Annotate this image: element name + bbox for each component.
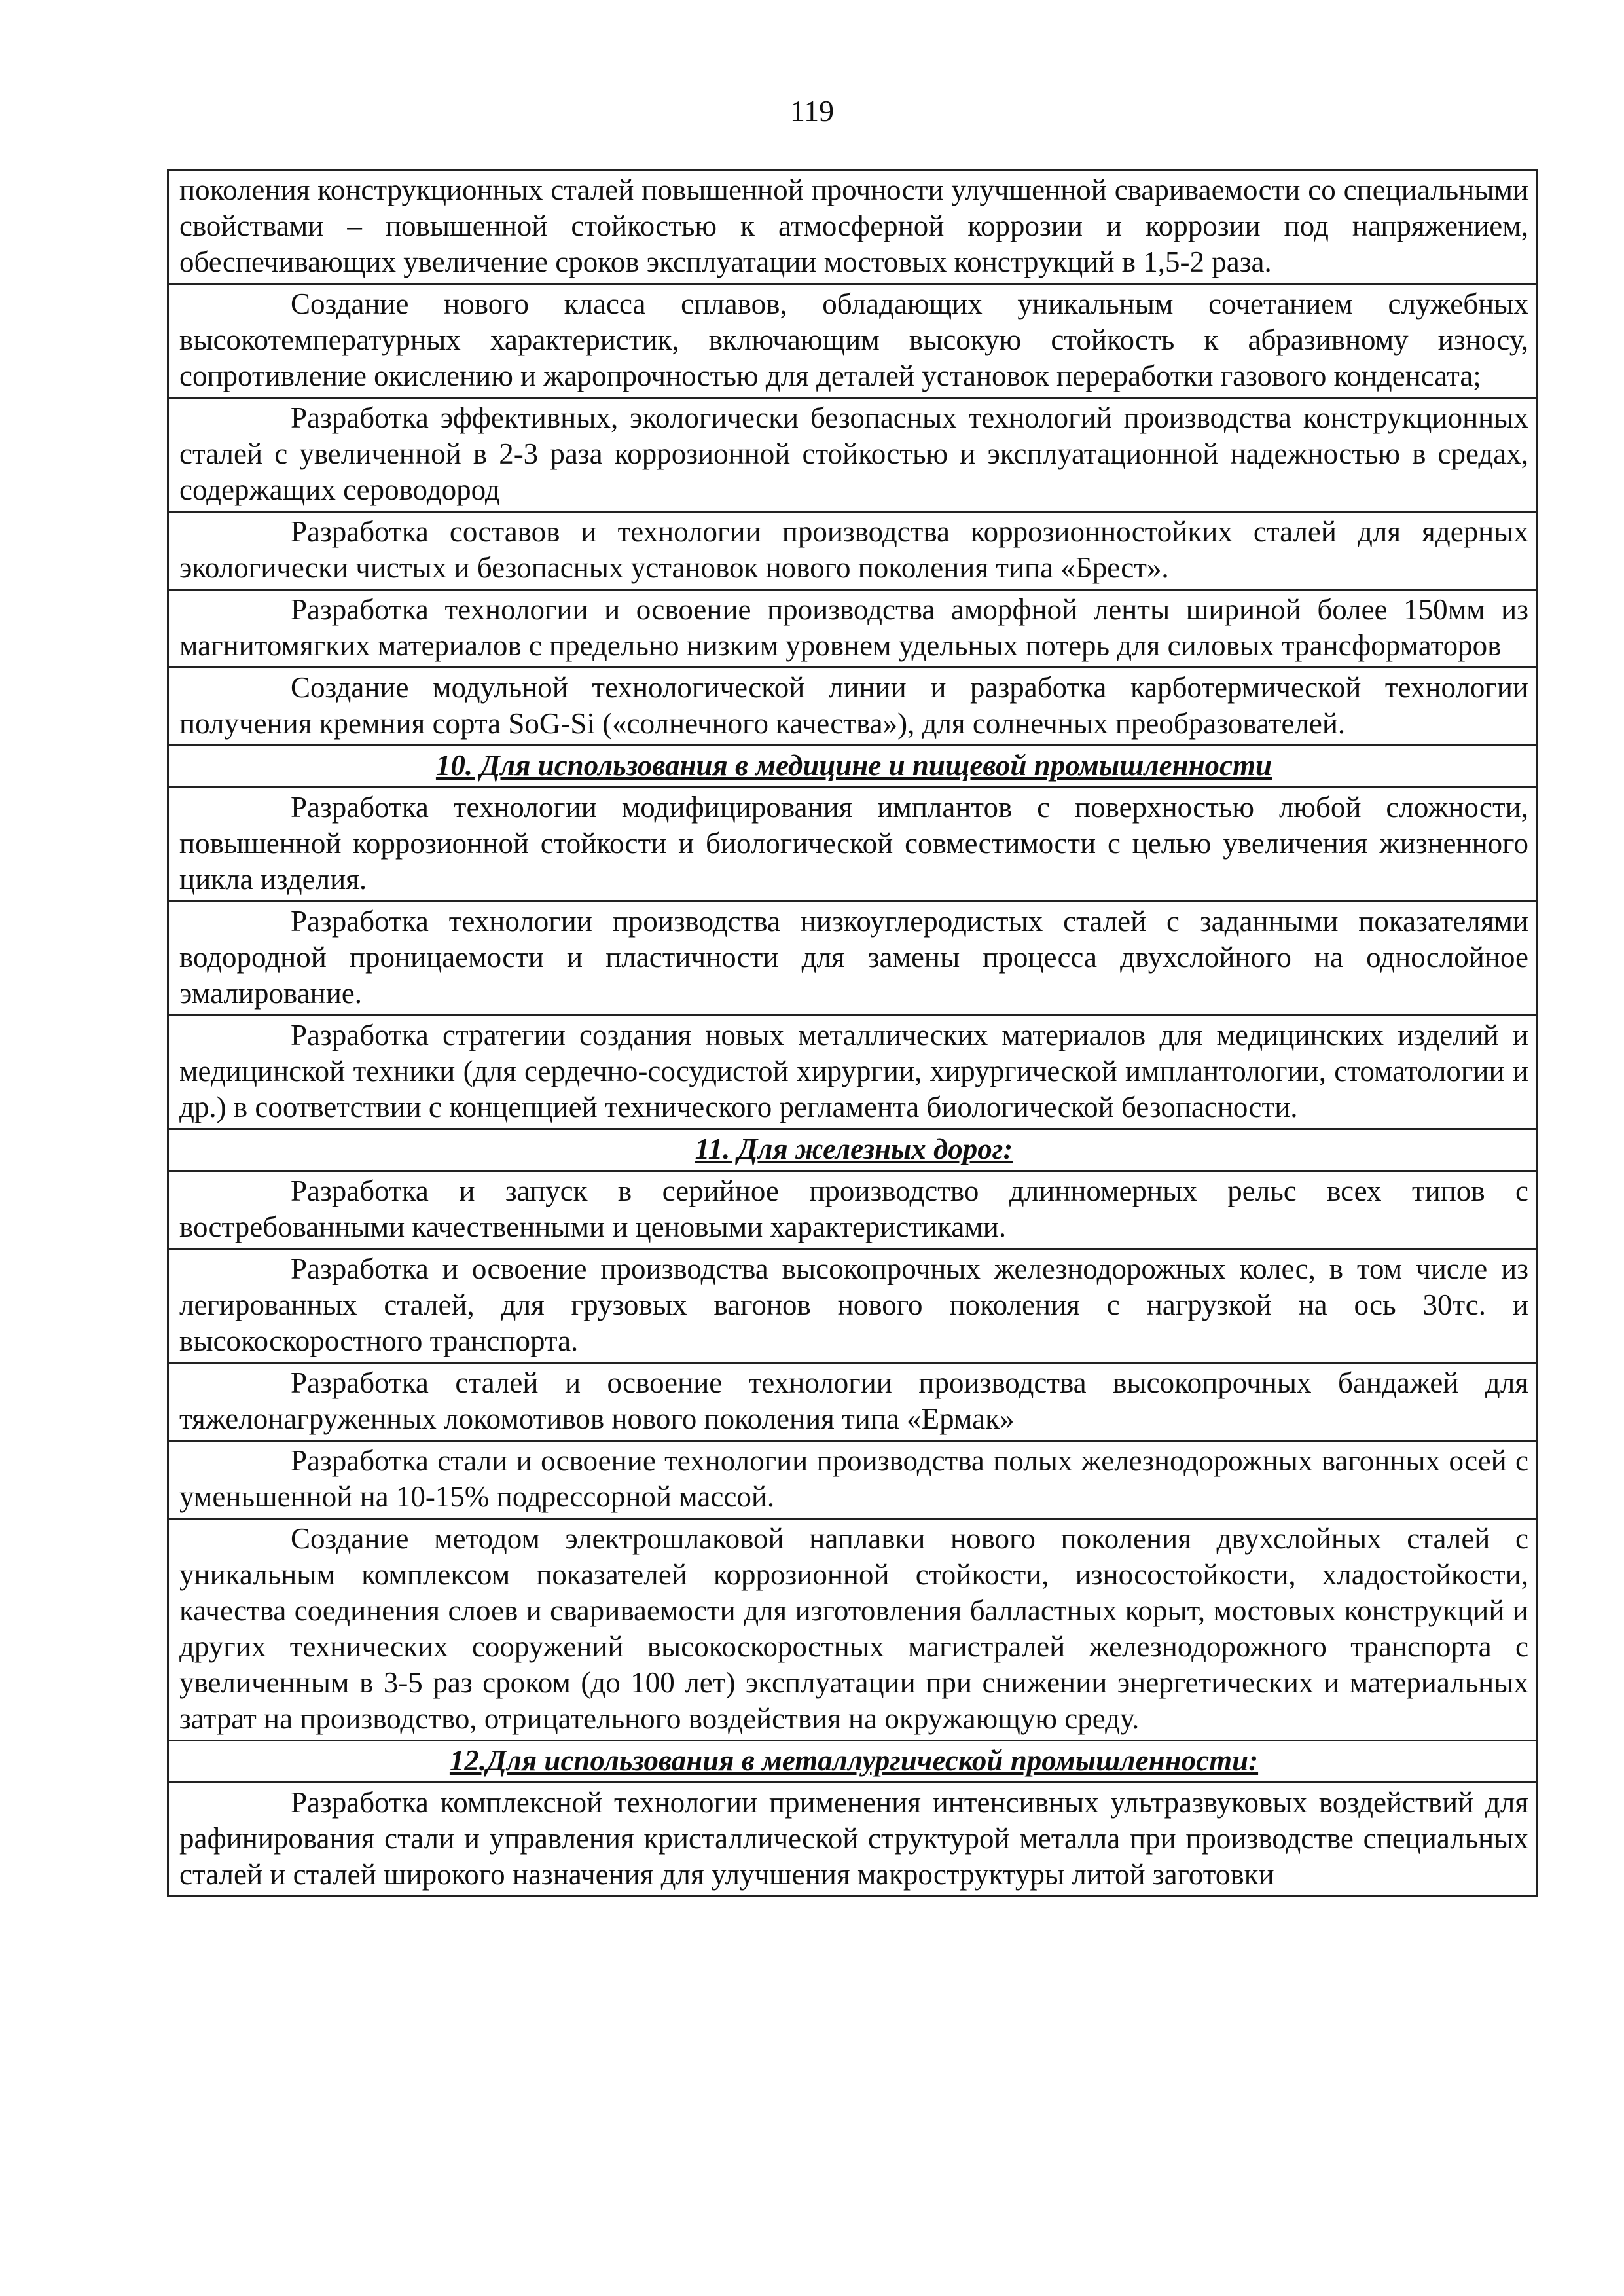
table-row: Создание модульной технологической линии и разработка карботермической технологии получения кремния сорта SoG-Si («солнечного качества»), для солнечных преобразователей. xyxy=(169,666,1536,744)
table-row: Разработка технологии производства низкоуглеродистых сталей с заданными показателями водородной проницаемости и пластичности для замены процесса двухслойного на однослойное эмалирование. xyxy=(169,900,1536,1014)
table-row: Разработка стратегии создания новых металлических материалов для медицинских изделий и медицинской техники (для сердечно-сосудистой хирургии, хирургической имплантологии, стоматологии и др.) в соответствии с концепцией технического регламента биологической безопасности. xyxy=(169,1014,1536,1128)
table-row: Разработка и освоение производства высокопрочных железнодорожных колес, в том числе из легированных сталей, для грузовых вагонов нового поколения с нагрузкой на ось 30тс. и высокоскоростного транспорта. xyxy=(169,1248,1536,1362)
section-heading: 11. Для железных дорог: xyxy=(169,1128,1536,1170)
table-row: Создание нового класса сплавов, обладающих уникальным сочетанием служебных высокотемпературных характеристик, включающим высокую стойкость к абразивному износу, сопротивление окислению и жаропрочностью для деталей установок переработки газового конденсата; xyxy=(169,283,1536,397)
table-row: Разработка сталей и освоение технологии производства высокопрочных бандажей для тяжелонагруженных локомотивов нового поколения типа «Ермак» xyxy=(169,1362,1536,1440)
table-row: поколения конструкционных сталей повышенной прочности улучшенной свариваемости со специальными свойствами – повышенной стойкостью к атмосферной коррозии и коррозии под напряжением, обеспечивающих увеличение сроков эксплуатации мостовых конструкций в 1,5-2 раза. xyxy=(179,173,1528,278)
table-row: Разработка стали и освоение технологии производства полых железнодорожных вагонных осей с уменьшенной на 10-15% подрессорной массой. xyxy=(169,1440,1536,1518)
table-row: Создание методом электрошлаковой наплавки нового поколения двухслойных сталей с уникальным комплексом показателей коррозионной стойкости, износостойкости, хладостойкости, качества соединения слоев и свариваемости для изготовления балластных корыт, мостовых конструкций и других технических сооружений высокоскоростных магистралей железнодорожного транспорта с увеличенным в 3-5 раз сроком (до 100 лет) эксплуатации при снижении энергетических и материальных затрат на производство, отрицательного воздействия на окружающую среду. xyxy=(169,1518,1536,1740)
table-row: Разработка технологии модифицирования имплантов с поверхностью любой сложности, повышенной коррозионной стойкости и биологической совместимости с целью увеличения жизненного цикла изделия. xyxy=(169,786,1536,900)
section-heading: 12.Для использования в металлургической промышленности: xyxy=(169,1740,1536,1781)
section-heading: 10. Для использования в медицине и пищевой промышленности xyxy=(169,744,1536,786)
document-table xyxy=(167,169,1538,1897)
table-row: Разработка и запуск в серийное производство длинномерных рельс всех типов с востребованными качественными и ценовыми характеристиками. xyxy=(169,1170,1536,1248)
table-row: Разработка эффективных, экологически безопасных технологий производства конструкционных сталей с увеличенной в 2-3 раза коррозионной стойкостью и эксплуатационной надежностью в средах, содержащих сероводород xyxy=(169,397,1536,511)
table-row: Разработка составов и технологии производства коррозионностойких сталей для ядерных экологически чистых и безопасных установок нового поколения типа «Брест». xyxy=(169,511,1536,589)
page-number: 119 xyxy=(789,94,835,128)
table-row: Разработка комплексной технологии применения интенсивных ультразвуковых воздействий для рафинирования стали и управления кристаллической структурой металла при производстве специальных сталей и сталей широкого назначения для улучшения макроструктуры литой заготовки xyxy=(169,1781,1536,1895)
table-row: Разработка технологии и освоение производства аморфной ленты шириной более 150мм из магнитомягких материалов с предельно низким уровнем удельных потерь для силовых трансформаторов xyxy=(169,589,1536,666)
